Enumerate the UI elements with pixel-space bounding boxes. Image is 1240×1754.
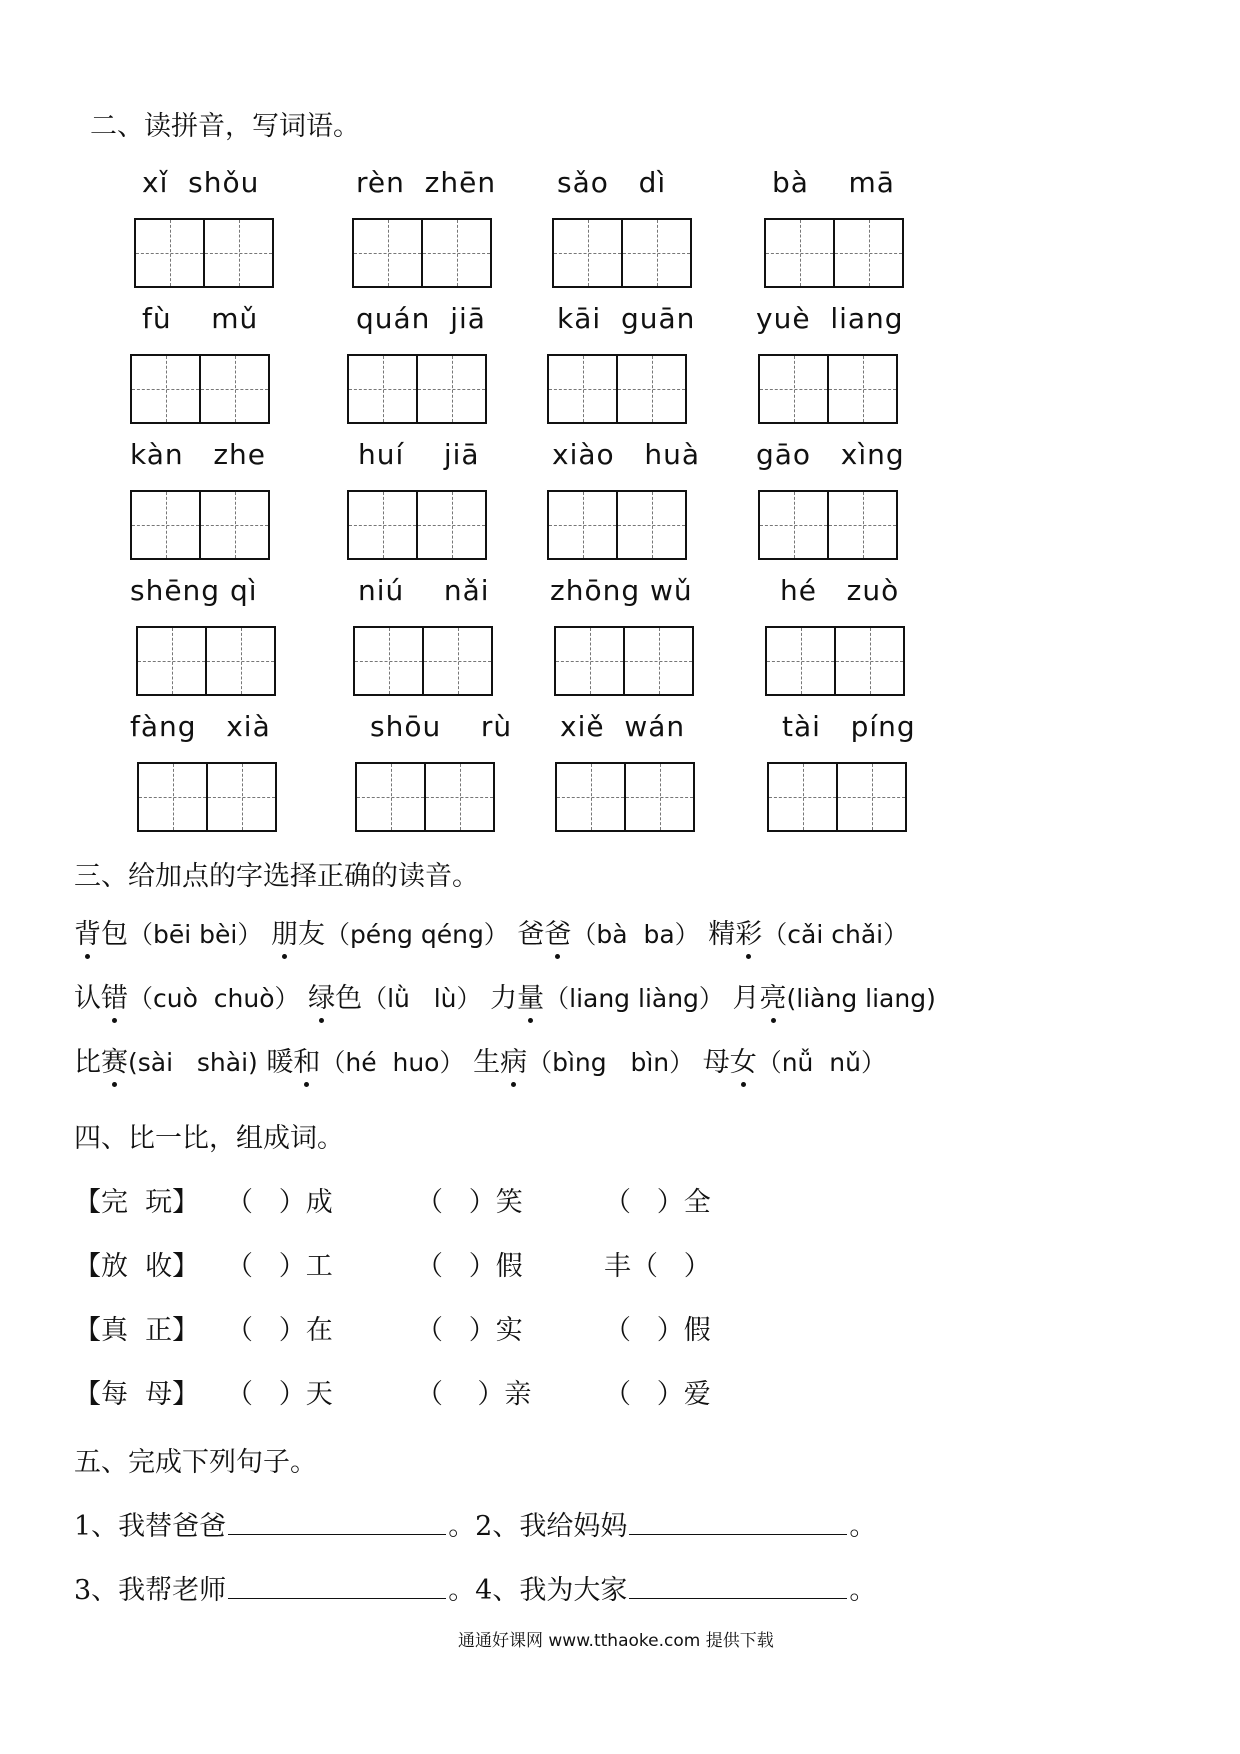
writing-cell[interactable] xyxy=(199,356,268,422)
writing-cell[interactable] xyxy=(355,628,422,694)
pinyin-label: zhōng wǔ xyxy=(550,574,693,607)
writing-cell[interactable] xyxy=(138,628,205,694)
target-word: 母女 xyxy=(703,1047,757,1078)
pinyin-options: （cuò chuò） xyxy=(128,984,300,1013)
writing-box[interactable] xyxy=(353,626,493,696)
word-blank[interactable]: （ ）假 xyxy=(416,1251,523,1282)
writing-box[interactable] xyxy=(347,490,487,560)
writing-cell[interactable] xyxy=(199,492,268,558)
writing-cell[interactable] xyxy=(549,356,616,422)
answer-blank[interactable] xyxy=(228,1576,446,1599)
sentence-text: 1、我替爸爸 xyxy=(74,1511,227,1542)
pinyin-label: huí jiā xyxy=(358,438,480,471)
writing-cell[interactable] xyxy=(203,220,272,286)
pinyin-options: （hé huo） xyxy=(320,1048,465,1077)
pinyin-options: （bìng bìn） xyxy=(527,1048,695,1077)
word-blank[interactable]: （ ）工 xyxy=(226,1251,333,1282)
writing-cell[interactable] xyxy=(554,220,621,286)
writing-box[interactable] xyxy=(547,354,687,424)
pronunciation-line xyxy=(74,912,908,951)
character-pair: 【完 玩】 xyxy=(74,1187,200,1218)
section-2-title: 二、读拼音，写词语。 xyxy=(90,111,360,142)
writing-cell[interactable] xyxy=(767,628,834,694)
writing-box[interactable] xyxy=(352,218,492,288)
writing-cell[interactable] xyxy=(132,356,199,422)
target-word: 生病 xyxy=(473,1047,527,1078)
writing-cell[interactable] xyxy=(827,492,896,558)
pronunciation-line xyxy=(74,1040,886,1079)
sentence-line xyxy=(74,1504,876,1543)
character-pair: 【放 收】 xyxy=(74,1251,200,1282)
target-word: 暖和 xyxy=(266,1047,320,1078)
writing-box[interactable] xyxy=(355,762,495,832)
pinyin-options: （bēi bèi） xyxy=(128,920,263,949)
sentence-line xyxy=(74,1568,876,1607)
pinyin-options: （lǜ lù） xyxy=(362,984,482,1013)
writing-cell[interactable] xyxy=(422,628,491,694)
writing-cell[interactable] xyxy=(621,220,690,286)
writing-cell[interactable] xyxy=(349,356,416,422)
pinyin-label: rèn zhēn xyxy=(356,166,497,199)
footer-credit: 通通好课网 www.tthaoke.com 提供下载 xyxy=(458,1631,774,1651)
target-word: 背包 xyxy=(74,919,128,950)
section-4-title: 四、比一比，组成词。 xyxy=(74,1123,344,1154)
writing-cell[interactable] xyxy=(616,492,685,558)
word-blank[interactable]: （ ）笑 xyxy=(416,1187,523,1218)
pinyin-label: shōu rù xyxy=(370,710,513,743)
target-word: 精彩 xyxy=(708,919,762,950)
pinyin-options: （nǚ nǔ） xyxy=(756,1048,886,1077)
writing-box[interactable] xyxy=(555,762,695,832)
writing-cell[interactable] xyxy=(136,220,203,286)
pinyin-label: hé zuò xyxy=(780,574,900,607)
target-word: 比赛 xyxy=(74,1047,128,1078)
answer-blank[interactable] xyxy=(629,1576,847,1599)
writing-cell[interactable] xyxy=(349,492,416,558)
pinyin-label: bà mā xyxy=(772,166,895,199)
writing-cell[interactable] xyxy=(760,492,827,558)
writing-box[interactable] xyxy=(758,354,898,424)
writing-box[interactable] xyxy=(137,762,277,832)
writing-cell[interactable] xyxy=(557,764,624,830)
word-blank[interactable]: （ ）天 xyxy=(226,1379,333,1410)
pinyin-label: sǎo dì xyxy=(557,166,667,199)
writing-cell[interactable] xyxy=(416,356,485,422)
sentence-text: 。 xyxy=(849,1511,877,1542)
word-blank[interactable]: 丰（ ） xyxy=(604,1251,711,1282)
word-blank[interactable]: （ ）在 xyxy=(226,1315,333,1346)
writing-box[interactable] xyxy=(554,626,694,696)
pinyin-label: shēng qì xyxy=(130,574,258,607)
word-blank[interactable]: （ ）爱 xyxy=(604,1379,711,1410)
character-pair: 【真 正】 xyxy=(74,1315,200,1346)
pronunciation-line xyxy=(74,976,936,1015)
answer-blank[interactable] xyxy=(228,1512,446,1535)
target-word: 爸爸 xyxy=(517,919,571,950)
writing-cell[interactable] xyxy=(416,492,485,558)
pinyin-label: xiào huà xyxy=(552,438,700,471)
word-blank[interactable]: （ ）亲 xyxy=(416,1379,532,1410)
writing-cell[interactable] xyxy=(354,220,421,286)
writing-cell[interactable] xyxy=(616,356,685,422)
writing-box[interactable] xyxy=(765,626,905,696)
writing-box[interactable] xyxy=(136,626,276,696)
pinyin-label: tài píng xyxy=(782,710,916,743)
pinyin-options: (sài shài) xyxy=(128,1048,258,1077)
section-3-title: 三、给加点的字选择正确的读音。 xyxy=(74,861,479,892)
sentence-text: 。 xyxy=(849,1575,877,1606)
pinyin-label: xiě wán xyxy=(560,710,686,743)
writing-cell[interactable] xyxy=(139,764,206,830)
character-pair: 【每 母】 xyxy=(74,1379,200,1410)
writing-cell[interactable] xyxy=(834,628,903,694)
sentence-text: 3、我帮老师 xyxy=(74,1575,227,1606)
target-word: 认错 xyxy=(74,983,128,1014)
pinyin-options: （bà ba） xyxy=(571,920,700,949)
writing-box[interactable] xyxy=(758,490,898,560)
pinyin-label: kāi guān xyxy=(557,302,696,335)
word-blank[interactable]: （ ）成 xyxy=(226,1187,333,1218)
pinyin-label: yuè liang xyxy=(756,302,904,335)
writing-cell[interactable] xyxy=(827,356,896,422)
writing-cell[interactable] xyxy=(769,764,836,830)
writing-cell[interactable] xyxy=(556,628,623,694)
word-blank[interactable]: （ ）实 xyxy=(416,1315,523,1346)
writing-cell[interactable] xyxy=(206,764,275,830)
pinyin-options: （cǎi chǎi） xyxy=(762,920,909,949)
writing-cell[interactable] xyxy=(833,220,902,286)
writing-cell[interactable] xyxy=(357,764,424,830)
writing-cell[interactable] xyxy=(760,356,827,422)
writing-box[interactable] xyxy=(130,490,270,560)
target-word: 朋友 xyxy=(271,919,325,950)
writing-cell[interactable] xyxy=(424,764,493,830)
target-word: 力量 xyxy=(490,983,544,1014)
writing-box[interactable] xyxy=(130,354,270,424)
writing-cell[interactable] xyxy=(421,220,490,286)
pinyin-label: xǐ shǒu xyxy=(142,166,260,199)
sentence-text: 。4、我为大家 xyxy=(448,1575,628,1606)
pinyin-label: kàn zhe xyxy=(130,438,266,471)
writing-box[interactable] xyxy=(134,218,274,288)
writing-box[interactable] xyxy=(767,762,907,832)
word-blank[interactable]: （ ）假 xyxy=(604,1315,711,1346)
pinyin-options: （péng qéng） xyxy=(324,920,509,949)
writing-cell[interactable] xyxy=(766,220,833,286)
writing-cell[interactable] xyxy=(623,628,692,694)
target-word: 绿色 xyxy=(308,983,362,1014)
answer-blank[interactable] xyxy=(629,1512,847,1535)
target-word: 月亮 xyxy=(733,983,787,1014)
pinyin-label: quán jiā xyxy=(356,302,486,335)
writing-cell[interactable] xyxy=(549,492,616,558)
writing-cell[interactable] xyxy=(836,764,905,830)
writing-box[interactable] xyxy=(764,218,904,288)
pinyin-label: niú nǎi xyxy=(358,574,490,607)
word-blank[interactable]: （ ）全 xyxy=(604,1187,711,1218)
writing-cell[interactable] xyxy=(132,492,199,558)
pinyin-options: (liàng liang) xyxy=(786,984,936,1013)
writing-cell[interactable] xyxy=(624,764,693,830)
writing-box[interactable] xyxy=(347,354,487,424)
writing-box[interactable] xyxy=(552,218,692,288)
pinyin-label: fù mǔ xyxy=(142,302,259,335)
sentence-text: 。2、我给妈妈 xyxy=(448,1511,628,1542)
section-5-title: 五、完成下列句子。 xyxy=(74,1447,317,1478)
writing-cell[interactable] xyxy=(205,628,274,694)
writing-box[interactable] xyxy=(547,490,687,560)
pinyin-label: gāo xìng xyxy=(756,438,905,471)
pinyin-options: （liang liàng） xyxy=(544,984,724,1013)
pinyin-label: fàng xià xyxy=(130,710,271,743)
